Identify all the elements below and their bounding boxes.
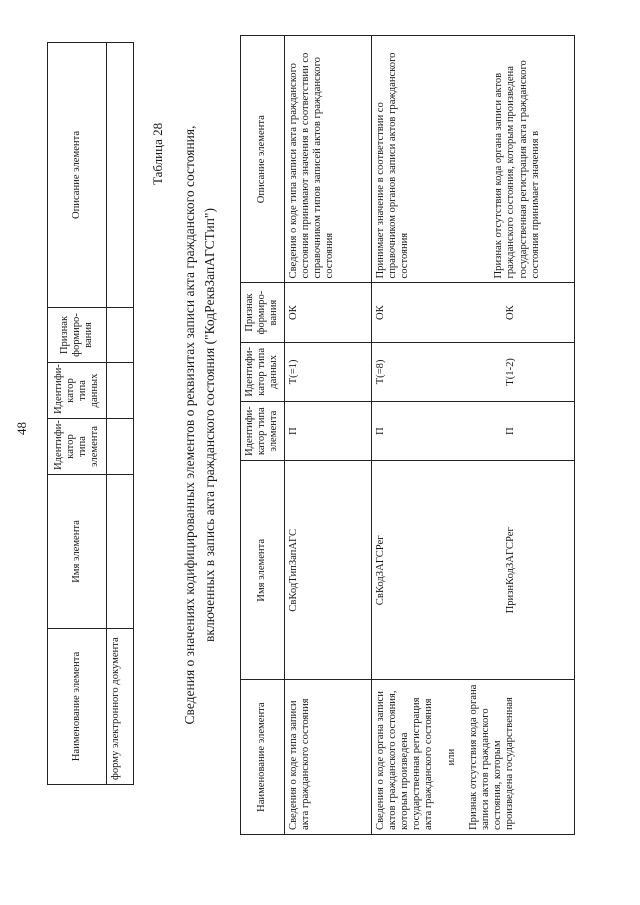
element-id-text: СвКодЗАГСРег bbox=[374, 535, 386, 606]
data-type-text: Т(=8) bbox=[374, 359, 386, 385]
table-heading bbox=[180, 55, 220, 795]
formation-flag-cell bbox=[371, 283, 574, 342]
header-cell: Описание элемента bbox=[241, 36, 285, 283]
table-cell bbox=[107, 308, 134, 363]
main-table-header-row bbox=[241, 36, 285, 835]
element-name-text: Признак отсутствия кода органа записи актов гражданского состояния, которым произведена государственная bbox=[467, 684, 516, 830]
data-type-cell: Т(=1) bbox=[284, 342, 371, 401]
element-name-text: Сведения о коде органа записи актов гражданского состояния, которым произведена государственная регистрация акта гражданского состояния bbox=[374, 690, 435, 830]
description-cell: Сведения о коде типа записи акта гражданского состояния принимают значения в соответствии со справочником типов записей актов гражданского состояния bbox=[284, 36, 371, 283]
or-separator: или bbox=[445, 748, 457, 766]
description-cell bbox=[371, 36, 574, 283]
table-cell bbox=[107, 43, 134, 308]
table-cell bbox=[107, 419, 134, 475]
formation-flag-cell: ОК bbox=[284, 283, 371, 342]
header-cell: Идентифи-катор типа данных bbox=[241, 342, 285, 401]
header-cell: Наименование элемента bbox=[48, 629, 107, 785]
element-id-cell bbox=[371, 461, 574, 680]
header-cell: Идентифи-катор типа элемента bbox=[241, 402, 285, 461]
heading-line: включенных в запись акта гражданского состояния ("КодРеквЗапАГСТип") bbox=[202, 208, 217, 642]
formation-flag-text: ОК bbox=[374, 305, 386, 320]
data-type-text: Т(1-2) bbox=[504, 358, 516, 386]
header-cell: Идентифи-катор типа элемента bbox=[48, 419, 107, 475]
element-type-text: П bbox=[504, 427, 516, 435]
element-type-cell bbox=[371, 402, 574, 461]
header-cell: Признак формиро-вания bbox=[241, 283, 285, 342]
header-cell: Идентифи-катор типа данных bbox=[48, 363, 107, 419]
header-cell: Имя элемента bbox=[241, 461, 285, 680]
header-cell: Признак формиро-вания bbox=[48, 308, 107, 363]
element-id-text: ПризнКодЗАГСРег bbox=[504, 527, 516, 614]
formation-flag-text: ОК bbox=[504, 305, 516, 320]
table-label: Таблица 28 bbox=[150, 122, 165, 185]
table-row bbox=[107, 43, 134, 785]
header-cell: Имя элемента bbox=[48, 475, 107, 629]
heading-line: Сведения о значениях кодифицированных элементов о реквизитах записи акта гражданского состояния, bbox=[182, 125, 197, 725]
element-type-cell: П bbox=[284, 402, 371, 461]
top-table-header-row bbox=[48, 43, 107, 785]
description-text: Признак отсутствия кода органа записи актов гражданского состояния, которым произведена государственная регистрация акта гражданского состояния принимает значения в bbox=[493, 60, 541, 279]
element-id-cell: СвКодТипЗапАГС bbox=[284, 461, 371, 680]
page-number: 48 bbox=[14, 422, 29, 435]
table-cell bbox=[107, 363, 134, 419]
header-cell: Описание элемента bbox=[48, 43, 107, 308]
table-cell bbox=[107, 475, 134, 629]
table-row bbox=[284, 36, 371, 835]
data-type-cell bbox=[371, 342, 574, 401]
element-type-text: П bbox=[374, 427, 386, 435]
top-table bbox=[47, 42, 134, 785]
main-table bbox=[240, 35, 575, 835]
table-cell: форму электронного документа bbox=[107, 629, 134, 785]
element-name-cell: Сведения о коде типа записи акта гражданского состояния bbox=[284, 680, 371, 835]
header-cell: Наименование элемента bbox=[241, 680, 285, 835]
table-row bbox=[371, 36, 574, 835]
description-text: Принимает значение в соответствии со справочником органов записи актов гражданского состояния bbox=[374, 52, 411, 279]
element-name-cell bbox=[371, 680, 574, 835]
